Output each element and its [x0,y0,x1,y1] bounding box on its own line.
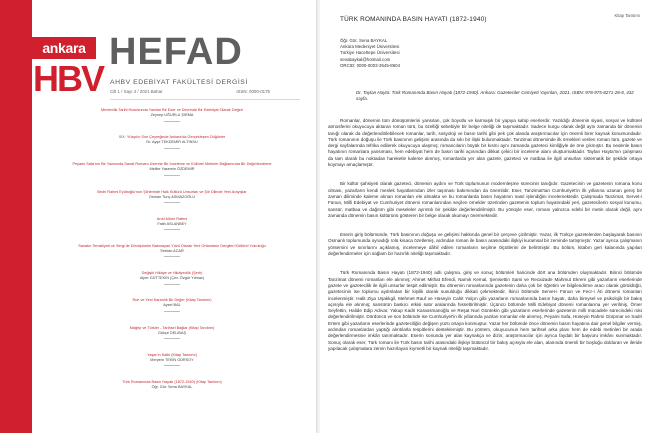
toc-entry-author: Aysel BAL [163,303,181,308]
toc-entry [52,353,292,366]
journal-subtitle: AHBV EDEBİYAT FAKÜLTESİ DERGİSİ [110,79,248,86]
toc-entry [52,162,292,175]
article-type-label: Kitap Tanıtımı [614,13,640,18]
toc-entry-author: Melike Yasemin ÖZDEMİR [149,167,195,172]
toc-entry-title: Sanatın Temsiliyeti ve Sergi ile Dönüşümün Bakmayan Yüzü Olarak Yeni Ortamların Dergileri Kültürel Yolculuğu [78,243,266,248]
table-of-contents [52,108,292,390]
toc-entry-title: Peyami Safa'nın Bir Yazısında Sanat Romanı Üzerine Bir İnceleme ve Kültürel Metinler Bağlamında Bir Değerlendirme [72,162,272,167]
author-name: Öğr. Gör. Sena BAYKAL [340,38,388,43]
author-orcid: ORCID: 0000-0003-3545-8604 [340,62,401,68]
toc-entry-author: Zeynep UĞURLU ŞIRMA [150,113,194,117]
cover-red-band [0,0,32,433]
header-divider [110,99,300,100]
toc-entry [52,326,292,339]
author-affiliation-2: Türkiye Hacettepe Üniversitesi [340,50,400,56]
toc-entry-author: Serkan ACAR [160,248,184,253]
toc-entry-author: Gökçe DELİBAŞ [157,330,187,335]
toc-entry-title: Bedri Rahmi Eyüboğlu'nun Şiirlerinde Halk Kültürü Unsurları ve Şiir Dilinde Yeni Arayışlar [97,189,247,194]
toc-entry-author: Osman Tunç ASMAZOĞLU [148,194,196,199]
toc-entry-title: Mağrip ve Türkler - Tarihsel Bağlar (Kitap Tanıtımı) [129,325,215,330]
toc-entry [52,108,292,121]
journal-cover-page [0,0,316,433]
journal-title: HEFAD [109,31,243,73]
toc-entry [52,135,292,148]
toc-entry-title: Türk Romanında Basın Hayatı (1872-1940) (Kitap Tanıtımı) [122,379,222,384]
toc-entry-title: XIX. Yüzyılın Son Çeyreğinde Ankara'da Gerçekleşen Düğünler [118,135,226,140]
author-email: senabaykal@hotmail.com [340,56,391,62]
toc-entry-title: Mevlevilik Tarihi Hususunda Yazılan Bir Eser ve Devrinde Bir Edebiyat Olarak Değeri [100,108,244,112]
article-title: TÜRK ROMANINDA BASIN HAYATI (1872-1940) [340,16,487,23]
toc-entry [52,190,292,203]
university-logo-top: ankara [32,37,96,59]
issue-volume: Cilt 1 / Sayı 4 / 2021 Bahar [110,89,163,94]
toc-entry-author: Meryem TEKİN GÜRSOY [150,357,194,362]
toc-entry-title: Değişik Hikâye ve Hikâyecilik (Şerh) [141,271,203,276]
issue-info [110,89,270,94]
toc-entry-title: Ruh ve Yeni Karanlık Bir Değer (Kitap Tanıtımı) [132,298,212,303]
body-paragraph: Eserin giriş bölümünde, Türk basınının doğuşu ve gelişimi hakkında genel bir çerçeve çizilmiştir. Yazar, ilk Türkçe gazetelerden başlayarak basının Osmanlı toplumunda oynadığı rolü kısaca özetlemiş, ardından roman ile basın arasındaki ilişkiyi kuramsal bir zeminde tartışmıştır. Yazar ayrıca çalışmanın yöntemini ve sınırlarını açıklamış, incelemeye dâhil edilen romanların seçilme ölçütlerini de belirtmiştir. Bu bölüm, kitabın geri kalanında yapılan değerlendirmeler için sağlam bir hazırlık niteliği taşımaktadır. [328,232,642,257]
author-block [340,38,400,69]
toc-entry-title: Ardıl Münir Rafeni [156,216,188,221]
author-affiliation: Ankara Medeniyet Üniversitesi [340,44,400,50]
toc-entry-title: Yaşar'ın Kalbi (Kitap Tanıtımı) [147,352,197,357]
toc-entry [52,217,292,230]
toc-entry-author: Alper GÜTTEKİN (Çev. Özgür Yılmaz) [139,276,205,281]
body-paragraph: Romanlar, dönemin tüm dönüşümlerini yansıtan, çok boyutlu ve karmaşık bir yapıya sahip eserlerdir. Yazıldığı dönemin siyasi, sosyal ve kültürel atmosferini okuyucuya aktaran roman türü, bu özelliği sebebiyle bir belge niteliği de taşımaktadır. Sadece kurgu olarak değil aynı zamanda bir dönemin tanığı olarak da değerlendirilebilecek romanlar, tarih, sosyoloji ve basın tarihi gibi pek çok alanda araştırmacılar için önemli birer kaynak konumundadır. Türk romanının doğuşu ile Türk basınının gelişimi arasında da sıkı bir ilişki bulunmaktadır. Tanzimat döneminde ilk örnekleri verilen roman türü, gazete ve dergi sayfalarında tefrika edilerek okuyucuya ulaşmış; romancıların büyük bir kısmı aynı zamanda gazeteci kimliğiyle de öne çıkmıştır. Bu nedenle basın hayatının romanlara yansıması, hem edebiyat hem de basın tarihi açısından dikkat çekici bir inceleme alanı oluşturmaktadır. Taylan Hayta'nın çalışması da tam olarak bu noktadan hareketle kaleme alınmış, romanlarda yer alan gazete, gazeteci ve matbaa ile ilgili unsurları sistematik bir şekilde ortaya koymayı amaçlamıştır. [328,118,642,168]
body-paragraph: Bir kültür şahsiyeti olarak gazeteci, dönemin aydını ve Türk toplumunun modernleşme sürecinin tanığıdır. Gazetecinin ve gazetenin romana konu olması, yazarların kendi meslek hayatlarından izler taşıması bakımından da önemlidir. Eser, Tanzimat'tan Cumhuriyet'in ilk yıllarına uzanan geniş bir zaman diliminde kaleme alınan romanları ele almakta ve bu romanlarda basın hayatının nasıl işlendiğini incelemektedir. Çalışmada Tanzimat, Servet-i Fünun, Milli Edebiyat ve Cumhuriyet dönemi romanlarından seçilen örnekler üzerinden gazetenin toplum hayatındaki yeri, gazetecilerin sosyal konumu, sansür, matbaa ve dağıtım gibi meseleler ayrıntılı bir şekilde değerlendirilmiştir. Bu yönüyle eser, romanı yalnızca edebi bir metin olarak değil, aynı zamanda dönemin basın kültürünü gösteren bir belge olarak okumayı önermektedir. [328,181,642,218]
toc-entry-author: Dr. Ayşe TEKDEMİR ALTINSU [146,140,198,145]
toc-entry [52,380,292,390]
article-page [320,0,650,433]
toc-entry [52,298,292,311]
toc-entry [52,244,292,257]
toc-entry [52,271,292,284]
issue-issn: ISSN: 0000-0175 [236,89,270,94]
article-body [328,118,642,365]
toc-entry-author: Fatih ASLANBEY [157,221,187,226]
toc-entry-author: Öğr. Gör. Sena BAYKAL [151,384,193,389]
book-citation: Dr. Taylan Hayta: Türk Romanında Basın Hayatı (1872-1940). Ankara: Gazeteciler Cemiyeti Yayınları, 2021. ISBN: 978-975-8271-28-8, 432 sayfa. [356,90,634,102]
university-logo-bottom: HBV [33,58,104,99]
body-paragraph: Türk Romanında Basın Hayatı (1872-1940) adlı çalışma, giriş ve sonuç bölümleri haricinde dört ana bölümden oluşmaktadır. Birinci bölümde Tanzimat dönemi romanları ele alınmış; Ahmet Mithat Efendi, Namık Kemal, Şemsettin Sami ve Recaizade Mahmut Ekrem gibi yazarların eserlerinde gazete ve gazetecilik ile ilgili unsurlar tespit edilmiştir. Bu dönemin romanlarında gazetenin daha çok bir öğretim ve bilgilendirme aracı olarak görüldüğü, gazetecinin ise toplumu aydınlatan bir kişilik olarak sunulduğu dikkati çekmektedir. İkinci bölümde Servet-i Fünun ve Fecr-i Âti dönemi romanları incelenmiştir. Halit Ziya Uşaklıgil, Mehmet Rauf ve Hüseyin Cahit Yalçın gibi yazarların romanlarında basın hayatı, daha bireysel ve psikolojik bir bakış açısıyla ele alınmış; sansürün baskıcı etkisi satır aralarında hissettirilmiştir. Üçüncü bölümde Milli Edebiyat dönemi romanlarına yer verilmiş, Ömer Seyfettin, Halide Edip Adıvar, Yakup Kadri Karaosmanoğlu ve Reşat Nuri Güntekin gibi yazarların eserlerinde gazetenin milli mücadele sürecindeki rolü değerlendirilmiştir. Dördüncü ve son bölümde ise Cumhuriyet'in ilk yıllarında yazılan romanlar ele alınmış, Peyami Safa, Hüseyin Rahmi Gürpınar ve Sadri Ertem gibi yazarların eserlerinde gazeteciliğin değişen yüzü ortaya konmuştur. Yazar her bölümde önce dönemin basın hayatına dair genel bilgiler vermiş, ardından romanlardan yaptığı alıntılarla tespitlerini desteklemiştir. Bu yöntem, okuyucunun hem tarihsel arka planı hem de edebi metinleri bir arada değerlendirmesine imkân tanımaktadır. Eserin sonunda yer alan kaynakça ve dizin, araştırmacılar için ayrıca faydalı bir başvuru imkânı sunmaktadır. Sonuç olarak eser, Türk romanı ile Türk basın tarihi arasındaki ilişkiyi bütüncül bir bakış açısıyla ele alan, alanında önemli bir boşluğu dolduran ve ileride yapılacak çalışmalara zemin hazırlayan kıymetli bir kaynak niteliği taşımaktadır. [328,270,642,351]
